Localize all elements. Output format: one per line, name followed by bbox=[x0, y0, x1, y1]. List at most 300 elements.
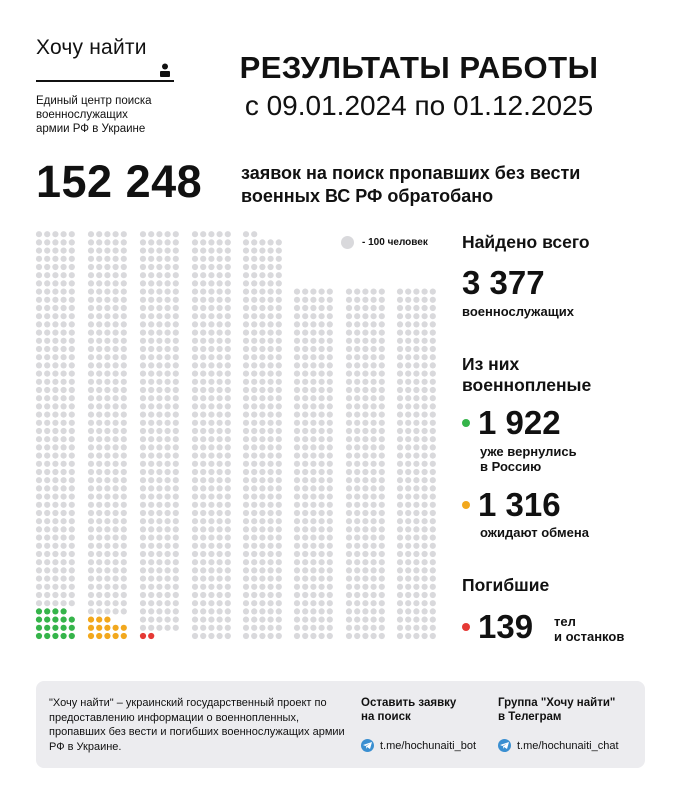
people-dot bbox=[140, 412, 146, 418]
people-dot bbox=[310, 453, 316, 459]
people-dot bbox=[104, 379, 110, 385]
people-dot bbox=[217, 584, 223, 590]
people-dot bbox=[88, 551, 94, 557]
people-dot bbox=[121, 231, 127, 237]
people-dot bbox=[192, 543, 198, 549]
people-dot bbox=[44, 526, 50, 532]
people-dot bbox=[200, 362, 206, 368]
group-link[interactable] bbox=[498, 739, 619, 752]
people-dot bbox=[88, 584, 94, 590]
people-dot bbox=[208, 633, 214, 639]
people-dot bbox=[156, 518, 162, 524]
people-dot bbox=[268, 617, 274, 623]
people-dot bbox=[379, 330, 385, 336]
people-dot bbox=[200, 494, 206, 500]
people-dot bbox=[397, 379, 403, 385]
people-dot bbox=[397, 608, 403, 614]
people-dot bbox=[405, 584, 411, 590]
people-dot bbox=[173, 354, 179, 360]
people-dot bbox=[225, 436, 231, 442]
people-dot bbox=[243, 477, 249, 483]
people-dot bbox=[243, 576, 249, 582]
people-dot bbox=[36, 354, 42, 360]
people-dot bbox=[251, 526, 257, 532]
people-dot bbox=[61, 444, 67, 450]
people-dot bbox=[165, 535, 171, 541]
people-dot bbox=[371, 576, 377, 582]
people-dot bbox=[319, 485, 325, 491]
people-dot bbox=[276, 559, 282, 565]
people-dot bbox=[104, 297, 110, 303]
people-dot bbox=[121, 297, 127, 303]
people-dot bbox=[397, 387, 403, 393]
people-dot bbox=[140, 362, 146, 368]
people-dot bbox=[173, 551, 179, 557]
people-dot bbox=[327, 551, 333, 557]
people-dot bbox=[379, 428, 385, 434]
people-dot bbox=[251, 567, 257, 573]
people-dot bbox=[302, 338, 308, 344]
awaiting-status-dot bbox=[462, 501, 470, 509]
people-dot bbox=[405, 403, 411, 409]
people-dot bbox=[156, 354, 162, 360]
people-dot bbox=[259, 379, 265, 385]
people-dot bbox=[413, 453, 419, 459]
people-dot bbox=[243, 535, 249, 541]
people-dot bbox=[208, 305, 214, 311]
people-dot bbox=[165, 264, 171, 270]
people-dot bbox=[69, 321, 75, 327]
people-dot bbox=[44, 600, 50, 606]
people-dot bbox=[69, 535, 75, 541]
status-dot bbox=[44, 617, 50, 623]
people-dot bbox=[405, 592, 411, 598]
people-dot bbox=[192, 272, 198, 278]
people-dot bbox=[371, 608, 377, 614]
people-dot bbox=[165, 526, 171, 532]
people-dot bbox=[310, 444, 316, 450]
people-dot bbox=[362, 321, 368, 327]
people-dot bbox=[225, 567, 231, 573]
people-dot bbox=[259, 346, 265, 352]
people-dot bbox=[243, 485, 249, 491]
people-dot bbox=[362, 461, 368, 467]
people-dot bbox=[148, 362, 154, 368]
people-dot bbox=[44, 305, 50, 311]
people-dot bbox=[413, 313, 419, 319]
people-dot bbox=[225, 272, 231, 278]
people-dot bbox=[69, 379, 75, 385]
people-dot bbox=[44, 535, 50, 541]
people-dot bbox=[61, 510, 67, 516]
people-dot bbox=[319, 494, 325, 500]
people-dot bbox=[217, 600, 223, 606]
people-dot bbox=[243, 600, 249, 606]
people-dot bbox=[61, 518, 67, 524]
people-dot bbox=[140, 321, 146, 327]
people-dot bbox=[140, 469, 146, 475]
people-dot bbox=[69, 371, 75, 377]
people-dot bbox=[346, 321, 352, 327]
people-dot bbox=[397, 346, 403, 352]
people-dot bbox=[251, 436, 257, 442]
status-dot bbox=[61, 617, 67, 623]
people-dot bbox=[140, 256, 146, 262]
people-dot bbox=[208, 297, 214, 303]
people-dot bbox=[319, 477, 325, 483]
people-dot bbox=[156, 567, 162, 573]
people-dot bbox=[225, 387, 231, 393]
people-dot bbox=[346, 576, 352, 582]
people-dot bbox=[200, 330, 206, 336]
people-dot bbox=[88, 559, 94, 565]
people-dot bbox=[140, 280, 146, 286]
people-dot bbox=[121, 535, 127, 541]
people-dot bbox=[327, 362, 333, 368]
people-dot bbox=[294, 362, 300, 368]
people-dot bbox=[251, 494, 257, 500]
people-dot bbox=[208, 526, 214, 532]
people-dot bbox=[354, 313, 360, 319]
people-dot bbox=[165, 346, 171, 352]
people-dot bbox=[44, 420, 50, 426]
people-dot bbox=[192, 428, 198, 434]
people-dot bbox=[422, 469, 428, 475]
people-dot bbox=[165, 469, 171, 475]
people-dot bbox=[156, 625, 162, 631]
people-dot bbox=[302, 379, 308, 385]
people-dot bbox=[113, 592, 119, 598]
people-dot bbox=[192, 453, 198, 459]
people-dot bbox=[319, 412, 325, 418]
people-dot bbox=[379, 338, 385, 344]
people-dot bbox=[310, 617, 316, 623]
people-dot bbox=[319, 567, 325, 573]
people-dot bbox=[61, 395, 67, 401]
people-dot bbox=[104, 420, 110, 426]
people-dot bbox=[148, 387, 154, 393]
people-dot bbox=[371, 526, 377, 532]
people-dot bbox=[44, 313, 50, 319]
people-dot bbox=[268, 297, 274, 303]
people-dot bbox=[243, 592, 249, 598]
dead-status-dot bbox=[462, 623, 470, 631]
people-dot bbox=[319, 338, 325, 344]
people-dot bbox=[319, 403, 325, 409]
people-dot bbox=[268, 494, 274, 500]
people-dot bbox=[379, 510, 385, 516]
people-dot bbox=[243, 371, 249, 377]
people-dot bbox=[36, 280, 42, 286]
people-dot bbox=[354, 543, 360, 549]
people-dot bbox=[276, 444, 282, 450]
people-dot bbox=[200, 354, 206, 360]
people-dot bbox=[294, 346, 300, 352]
people-dot bbox=[251, 617, 257, 623]
people-dot bbox=[200, 567, 206, 573]
people-dot bbox=[173, 477, 179, 483]
people-dot bbox=[88, 592, 94, 598]
people-dot bbox=[148, 600, 154, 606]
people-dot bbox=[354, 387, 360, 393]
people-dot bbox=[104, 510, 110, 516]
people-dot bbox=[208, 502, 214, 508]
people-dot bbox=[405, 362, 411, 368]
people-dot bbox=[251, 428, 257, 434]
people-dot bbox=[310, 576, 316, 582]
status-dot bbox=[69, 625, 75, 631]
people-dot bbox=[217, 428, 223, 434]
people-dot bbox=[140, 297, 146, 303]
people-dot bbox=[200, 518, 206, 524]
people-dot bbox=[225, 264, 231, 270]
people-dot bbox=[61, 264, 67, 270]
people-dot bbox=[294, 297, 300, 303]
people-dot bbox=[243, 617, 249, 623]
status-dot bbox=[113, 633, 119, 639]
people-dot bbox=[268, 461, 274, 467]
people-dot bbox=[327, 608, 333, 614]
people-dot bbox=[430, 354, 436, 360]
people-dot bbox=[354, 494, 360, 500]
people-dot bbox=[413, 633, 419, 639]
people-dot bbox=[243, 346, 249, 352]
people-dot bbox=[379, 362, 385, 368]
people-dot bbox=[121, 239, 127, 245]
people-dot bbox=[61, 412, 67, 418]
people-dot bbox=[36, 535, 42, 541]
request-link[interactable] bbox=[361, 739, 476, 752]
people-dot bbox=[354, 551, 360, 557]
people-dot bbox=[52, 494, 58, 500]
people-dot bbox=[259, 617, 265, 623]
people-dot bbox=[96, 477, 102, 483]
people-dot bbox=[430, 625, 436, 631]
people-dot bbox=[371, 412, 377, 418]
people-dot bbox=[173, 436, 179, 442]
people-dot bbox=[251, 371, 257, 377]
people-dot bbox=[192, 387, 198, 393]
people-dot bbox=[268, 338, 274, 344]
people-dot bbox=[430, 559, 436, 565]
people-dot bbox=[319, 559, 325, 565]
people-dot bbox=[192, 477, 198, 483]
people-dot bbox=[121, 518, 127, 524]
people-dot bbox=[243, 633, 249, 639]
people-dot bbox=[36, 510, 42, 516]
people-dot bbox=[268, 239, 274, 245]
people-dot bbox=[362, 567, 368, 573]
people-dot bbox=[422, 321, 428, 327]
people-dot bbox=[121, 264, 127, 270]
people-dot bbox=[69, 305, 75, 311]
people-dot bbox=[140, 526, 146, 532]
people-dot bbox=[268, 477, 274, 483]
people-dot bbox=[413, 362, 419, 368]
people-dot bbox=[52, 395, 58, 401]
people-dot bbox=[268, 584, 274, 590]
people-dot bbox=[397, 535, 403, 541]
people-dot bbox=[302, 428, 308, 434]
people-dot bbox=[52, 436, 58, 442]
people-dot bbox=[44, 231, 50, 237]
people-dot bbox=[200, 477, 206, 483]
people-dot bbox=[346, 338, 352, 344]
people-dot bbox=[405, 387, 411, 393]
people-dot bbox=[310, 395, 316, 401]
people-dot bbox=[36, 248, 42, 254]
people-dot bbox=[327, 592, 333, 598]
people-dot bbox=[268, 346, 274, 352]
people-dot bbox=[302, 289, 308, 295]
people-dot bbox=[113, 280, 119, 286]
people-dot bbox=[276, 485, 282, 491]
people-dot bbox=[310, 305, 316, 311]
people-dot bbox=[430, 387, 436, 393]
people-dot bbox=[362, 469, 368, 475]
people-dot bbox=[88, 313, 94, 319]
people-dot bbox=[276, 362, 282, 368]
people-dot bbox=[276, 510, 282, 516]
people-dot bbox=[276, 535, 282, 541]
people-dot bbox=[208, 280, 214, 286]
people-dot bbox=[96, 371, 102, 377]
people-dot bbox=[192, 485, 198, 491]
people-dot bbox=[302, 600, 308, 606]
people-dot bbox=[310, 403, 316, 409]
people-dot bbox=[430, 330, 436, 336]
people-dot bbox=[268, 567, 274, 573]
people-dot bbox=[422, 584, 428, 590]
people-dot bbox=[192, 494, 198, 500]
people-dot bbox=[148, 321, 154, 327]
people-dot bbox=[61, 600, 67, 606]
people-dot bbox=[354, 535, 360, 541]
people-dot bbox=[61, 494, 67, 500]
people-dot bbox=[61, 453, 67, 459]
people-dot bbox=[69, 584, 75, 590]
people-dot bbox=[251, 346, 257, 352]
people-dot bbox=[104, 526, 110, 532]
people-dot bbox=[148, 420, 154, 426]
people-dot bbox=[156, 305, 162, 311]
people-dot bbox=[251, 608, 257, 614]
people-dot bbox=[294, 420, 300, 426]
status-dot bbox=[88, 633, 94, 639]
people-dot bbox=[217, 608, 223, 614]
people-dot bbox=[362, 592, 368, 598]
group-link-text: t.me/hochunaiti_chat bbox=[517, 739, 619, 752]
people-dot bbox=[165, 256, 171, 262]
people-dot bbox=[156, 428, 162, 434]
people-dot bbox=[217, 477, 223, 483]
people-dot bbox=[217, 510, 223, 516]
people-dot bbox=[251, 420, 257, 426]
people-dot bbox=[156, 231, 162, 237]
people-dot bbox=[430, 510, 436, 516]
people-dot bbox=[36, 543, 42, 549]
people-dot bbox=[225, 330, 231, 336]
people-dot bbox=[346, 428, 352, 434]
people-dot bbox=[44, 395, 50, 401]
people-dot bbox=[319, 600, 325, 606]
people-dot bbox=[362, 559, 368, 565]
people-dot bbox=[156, 617, 162, 623]
people-dot bbox=[259, 584, 265, 590]
people-dot bbox=[259, 608, 265, 614]
people-dot bbox=[165, 502, 171, 508]
people-dot bbox=[69, 338, 75, 344]
people-dot bbox=[104, 403, 110, 409]
people-dot bbox=[422, 387, 428, 393]
people-dot bbox=[44, 444, 50, 450]
people-dot bbox=[243, 305, 249, 311]
people-dot bbox=[319, 543, 325, 549]
people-dot bbox=[140, 518, 146, 524]
people-dot bbox=[371, 362, 377, 368]
people-dot bbox=[310, 592, 316, 598]
people-dot bbox=[200, 371, 206, 377]
people-dot bbox=[173, 272, 179, 278]
people-dot bbox=[36, 584, 42, 590]
people-dot bbox=[362, 494, 368, 500]
people-dot bbox=[44, 362, 50, 368]
people-dot bbox=[200, 346, 206, 352]
people-dot bbox=[294, 387, 300, 393]
people-dot bbox=[44, 477, 50, 483]
people-dot bbox=[140, 567, 146, 573]
people-dot bbox=[148, 313, 154, 319]
people-dot bbox=[259, 461, 265, 467]
people-dot bbox=[61, 502, 67, 508]
people-dot bbox=[371, 379, 377, 385]
people-dot bbox=[217, 444, 223, 450]
people-dot bbox=[113, 289, 119, 295]
request-link-text: t.me/hochunaiti_bot bbox=[380, 739, 477, 752]
people-dot bbox=[44, 502, 50, 508]
people-dot bbox=[276, 543, 282, 549]
people-dot bbox=[52, 280, 58, 286]
people-dot bbox=[243, 239, 249, 245]
people-dot bbox=[397, 305, 403, 311]
people-dot bbox=[96, 600, 102, 606]
people-dot bbox=[113, 494, 119, 500]
people-dot bbox=[173, 526, 179, 532]
people-dot bbox=[225, 494, 231, 500]
people-dot bbox=[243, 321, 249, 327]
people-dot bbox=[268, 330, 274, 336]
people-dot bbox=[52, 289, 58, 295]
people-dot bbox=[121, 502, 127, 508]
people-dot bbox=[148, 617, 154, 623]
people-dot bbox=[422, 395, 428, 401]
people-dot bbox=[36, 477, 42, 483]
people-dot bbox=[294, 354, 300, 360]
people-dot bbox=[88, 608, 94, 614]
status-dot bbox=[52, 625, 58, 631]
people-dot bbox=[413, 567, 419, 573]
people-dot bbox=[44, 543, 50, 549]
people-dot bbox=[371, 551, 377, 557]
people-dot bbox=[371, 346, 377, 352]
people-dot bbox=[405, 543, 411, 549]
people-dot bbox=[156, 436, 162, 442]
people-dot bbox=[104, 256, 110, 262]
people-dot bbox=[259, 559, 265, 565]
people-dot bbox=[121, 461, 127, 467]
people-dot bbox=[36, 239, 42, 245]
people-dot bbox=[259, 362, 265, 368]
